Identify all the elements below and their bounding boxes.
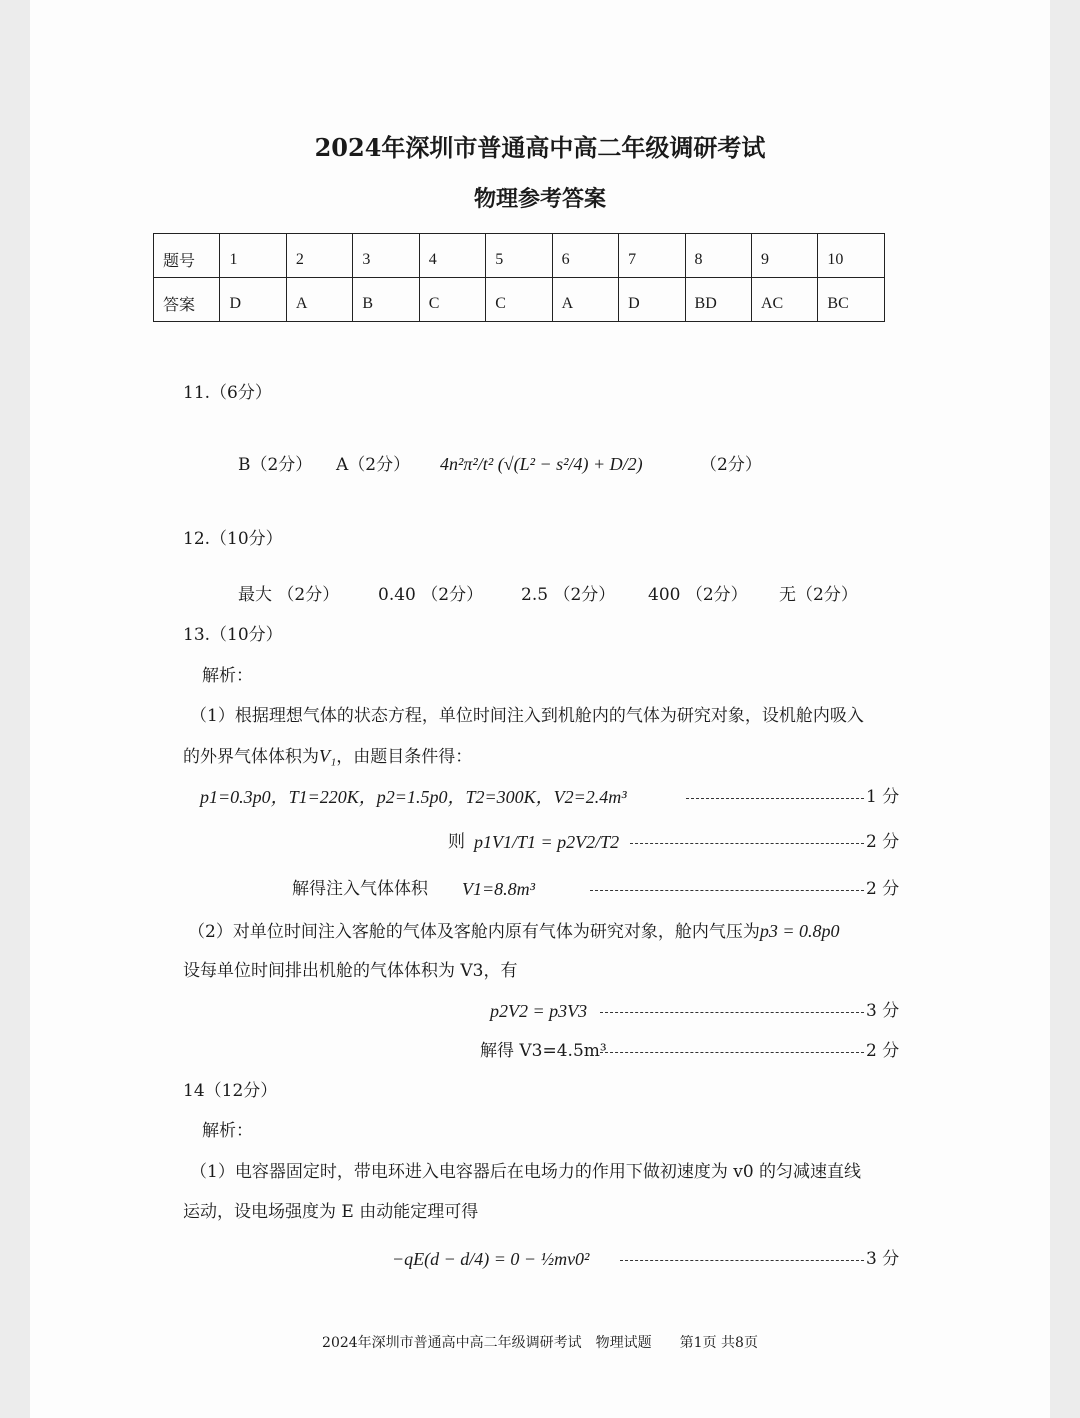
document-subtitle: 物理参考答案: [473, 186, 606, 212]
score: 2 分: [866, 879, 900, 899]
question-number-cell: 8: [685, 234, 751, 278]
answer-cell: C: [486, 278, 552, 322]
score: 3 分: [866, 1249, 900, 1269]
q13-then: 则: [448, 832, 465, 852]
answer-cell: A: [286, 278, 352, 322]
question-number-cell: 2: [286, 234, 352, 278]
score: 1 分: [866, 787, 900, 807]
score: 2 分: [866, 1041, 900, 1061]
q14-header: 14（12分）: [183, 1081, 278, 1101]
table-row-numbers: [154, 234, 885, 278]
q11-header: 11.（6分）: [183, 383, 272, 403]
dashed-leader: [600, 1052, 864, 1053]
q13-equation-2: p2V2 = p3V3: [490, 1001, 588, 1021]
q12-answer: 0.40 （2分）: [378, 585, 484, 605]
answer-cell: A: [552, 278, 618, 322]
question-number-cell: 10: [818, 234, 885, 278]
v1-symbol: V₁: [319, 746, 337, 766]
score: 3 分: [866, 1001, 900, 1021]
q13-paragraph: （1）根据理想气体的状态方程，单位时间注入到机舱内的气体为研究对象，设机舱内吸入: [190, 706, 864, 726]
page-footer: 2024年深圳市普通高中高二年级调研考试 物理试题 第1页 共8页: [322, 1335, 758, 1351]
question-number-cell: 7: [619, 234, 685, 278]
q13-text: ，由题目条件得：: [336, 747, 473, 767]
q13-result-1: V1=8.8m³: [462, 879, 536, 899]
q12-answer: 无（2分）: [779, 585, 858, 605]
score: 2 分: [866, 832, 900, 852]
dashed-leader: [590, 890, 864, 891]
question-number-cell: 4: [419, 234, 485, 278]
answer-cell: D: [619, 278, 685, 322]
answer-cell: BC: [818, 278, 885, 322]
q13-result-2: 解得 V3=4.5m³: [480, 1041, 607, 1061]
q12-answer: 400 （2分）: [648, 585, 748, 605]
answer-cell: B: [353, 278, 419, 322]
question-number-cell: 3: [353, 234, 419, 278]
q13-given-values: p1=0.3p0，T1=220K，p2=1.5p0，T2=300K，V2=2.4m³: [200, 787, 627, 807]
q13-text: （2）对单位时间注入客舱的气体及客舱内原有气体为研究对象，舱内气压为: [188, 922, 760, 942]
q13-analysis-label: 解析：: [202, 666, 253, 686]
q13-paragraph: 设每单位时间排出机舱的气体体积为 V3，有: [183, 961, 518, 981]
q13-text: 的外界气体体积为: [183, 747, 319, 767]
q13-equation-1: p1V1/T1 = p2V2/T2: [474, 832, 620, 852]
q13-solve-label: 解得注入气体体积: [292, 879, 428, 899]
question-number-cell: 6: [552, 234, 618, 278]
question-number-cell: 9: [751, 234, 817, 278]
answer-cell: AC: [751, 278, 817, 322]
dashed-leader: [630, 843, 864, 844]
row-label: 题号: [154, 234, 220, 278]
answer-cell: BD: [685, 278, 751, 322]
table-row-answers: [154, 278, 885, 322]
q11-score: （2分）: [700, 455, 762, 475]
q12-answer: 最大 （2分）: [238, 585, 340, 605]
dashed-leader: [620, 1260, 864, 1261]
q11-answer-1: B（2分）: [238, 455, 313, 475]
q14-analysis-label: 解析：: [202, 1121, 253, 1141]
dashed-leader: [600, 1012, 864, 1013]
q13-pressure: p3 = 0.8p0: [759, 921, 840, 941]
q14-equation: −qE(d − d/4) = 0 − ½mv0²: [392, 1249, 590, 1269]
answer-cell: D: [220, 278, 286, 322]
q14-paragraph: 运动，设电场强度为 E 由动能定理可得: [183, 1202, 479, 1222]
q13-paragraph: [188, 921, 839, 942]
answer-table: [153, 233, 885, 322]
dashed-leader: [686, 798, 864, 799]
q12-header: 12.（10分）: [183, 529, 283, 549]
q13-header: 13.（10分）: [183, 625, 283, 645]
document-title: 2024年深圳市普通高中高二年级调研考试: [314, 133, 766, 162]
q11-answer-2: A（2分）: [336, 455, 411, 475]
q13-paragraph: [183, 746, 472, 767]
q12-answer: 2.5 （2分）: [521, 585, 616, 605]
row-label: 答案: [154, 278, 220, 322]
q14-paragraph: （1）电容器固定时，带电环进入电容器后在电场力的作用下做初速度为 v0 的匀减速直线: [190, 1162, 862, 1182]
question-number-cell: 5: [486, 234, 552, 278]
q11-formula: 4n²π²/t² (√(L² − s²/4) + D/2): [440, 454, 643, 474]
question-number-cell: 1: [220, 234, 286, 278]
answer-cell: C: [419, 278, 485, 322]
